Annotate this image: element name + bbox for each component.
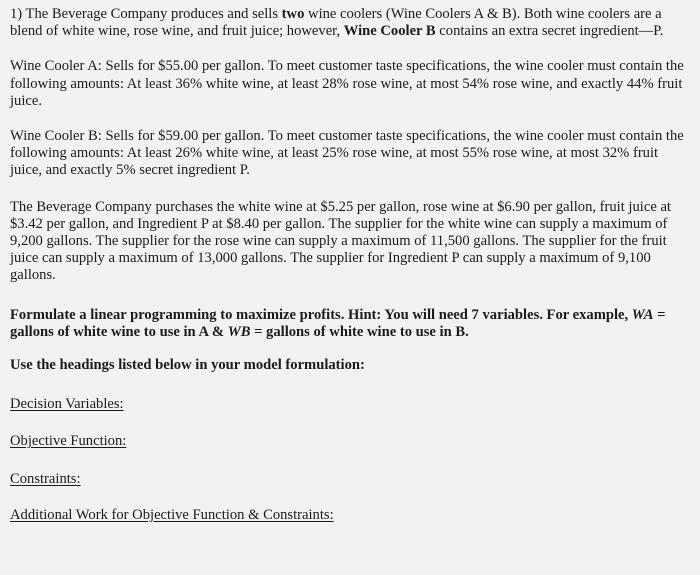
- formulate-text-2: = gallons of white wine to use in A &: [10, 306, 666, 340]
- formulate-text-1: Formulate a linear programming to maximize profits. Hint: You will need 7 variables. For example,: [10, 306, 632, 323]
- heading-additional-work: Additional Work for Objective Function & Constraints:: [10, 506, 334, 523]
- variable-wb: WB: [227, 323, 251, 340]
- heading-objective-function: Objective Function:: [10, 433, 127, 450]
- intro-bold-cooler-b: Wine Cooler B: [343, 23, 436, 40]
- cooler-b-paragraph: Wine Cooler B: Sells for $59.00 per gallon. To meet customer taste specifications, the wine cooler must contain the following amounts: At least 26% white wine, at least 25% rose wine, at most 55% rose wine, at most 32% fruit juice, and exactly 5% secret ingredient P.: [10, 128, 684, 179]
- intro-text-3: contains an extra secret ingredient—P.: [435, 23, 664, 40]
- intro-paragraph: [10, 6, 688, 40]
- heading-decision-variables: Decision Variables:: [10, 396, 124, 413]
- purchases-paragraph: The Beverage Company purchases the white wine at $5.25 per gallon, rose wine at $6.90 per gallon, fruit juice at $3.42 per gallon, and Ingredient P at $8.40 per gallon. The supplier for the white wine can supply a maximum of 9,200 gallons. The supplier for the rose wine can supply a maximum of 11,500 gallons. The supplier for the fruit juice can supply a maximum of 13,000 gallons. The supplier for Ingredient P can supply a maximum of 9,100 gallons.: [10, 198, 671, 284]
- heading-constraints: Constraints:: [10, 470, 81, 487]
- headings-instruction: Use the headings listed below in your model formulation:: [10, 357, 365, 374]
- variable-wa: WA: [631, 306, 654, 323]
- formulate-text-3: = gallons of white wine to use in B.: [250, 323, 469, 340]
- cooler-a-paragraph: Wine Cooler A: Sells for $55.00 per gallon. To meet customer taste specifications, the wine cooler must contain the following amounts: At least 36% white wine, at least 28% rose wine, at most 54% rose wine, and exactly 44% fruit juice.: [10, 58, 684, 109]
- intro-text-1: 1) The Beverage Company produces and sells: [10, 6, 282, 22]
- intro-bold-two: two: [281, 6, 305, 22]
- intro-text-2: wine coolers (Wine Coolers A & B). Both wine coolers are a blend of white wine, rose wine, and fruit juice; however,: [10, 6, 662, 40]
- formulate-instruction: [10, 307, 688, 341]
